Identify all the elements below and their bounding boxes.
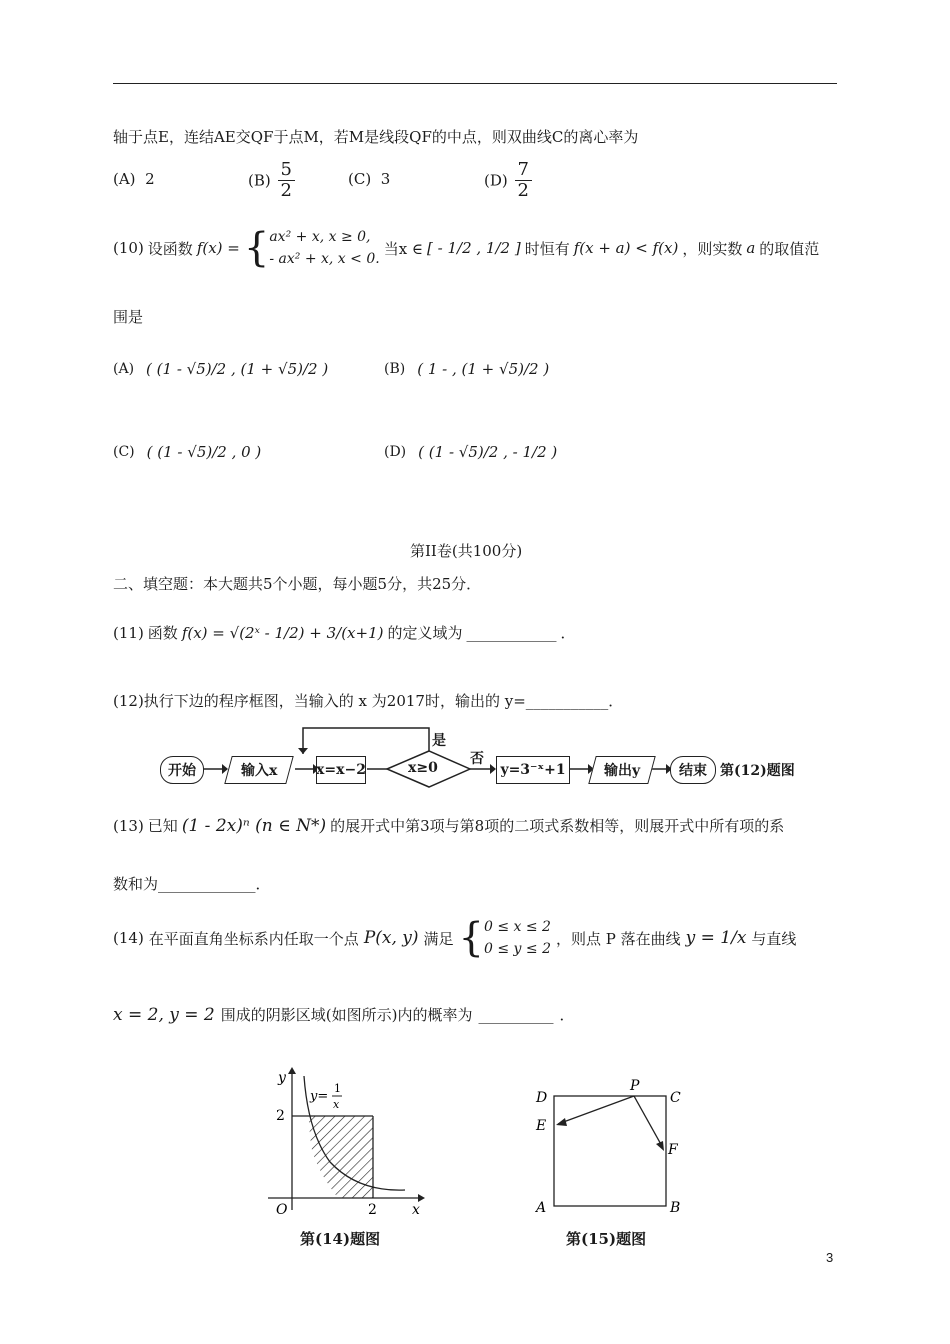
option-label: (A) (113, 170, 136, 188)
flow-caption: 第(12)题图 (720, 763, 795, 779)
arrowhead-icon (656, 1141, 664, 1151)
tick-y-label: 2 (276, 1108, 285, 1124)
point-p-label: P (630, 1078, 640, 1094)
stem-text: 数和为 (113, 875, 159, 893)
brace-icon: { (243, 225, 270, 271)
answer-blank[interactable]: _____________ (158, 875, 256, 893)
header-rule (113, 83, 837, 84)
condition-2: 0 ≤ y ≤ 2 (483, 941, 551, 957)
stem-text: ． (255, 875, 271, 893)
binomial-expr: (1 - 2x)ⁿ (n ∈ N*) (181, 815, 327, 836)
denominator: 2 (280, 180, 292, 201)
q10-stem-line2: 围是 (113, 308, 144, 326)
q10-option-b (384, 360, 549, 378)
stem-text: 已知 (147, 817, 178, 835)
option-value: 2 (145, 170, 155, 188)
vertex-a-label: A (536, 1200, 547, 1216)
option-label: (D) (384, 444, 407, 460)
question-number: (14) (113, 929, 144, 947)
flow-end: 结束 (670, 756, 716, 784)
question-number: (13) (113, 816, 144, 835)
part2-title: 第II卷(共100分) (410, 542, 523, 560)
q10-option-a (113, 360, 328, 378)
square-abcd (554, 1096, 666, 1206)
curve-label-denominator: x (333, 1098, 340, 1111)
q9-option-b (248, 160, 297, 201)
stem-text: ． (560, 624, 576, 642)
answer-blank[interactable]: ____________ (466, 623, 557, 642)
flow-output (588, 756, 656, 784)
stem-text: (12)执行下边的程序框图，当输入的 x 为2017时，输出的 y= (113, 692, 526, 710)
stem-text: 的定义域为 (387, 624, 463, 642)
flow-start: 开始 (160, 756, 204, 784)
option-label: (C) (348, 170, 372, 188)
flow-output-label: 输出y (603, 763, 641, 779)
piecewise-case-1: ax² + x, x ≥ 0, (269, 229, 371, 245)
condition-system (459, 916, 551, 960)
shaded-region (309, 1116, 373, 1198)
vertex-b-label: B (670, 1200, 681, 1216)
piecewise-case-2: - ax² + x, x < 0. (269, 251, 380, 267)
stem-text: 设函数 (147, 239, 193, 258)
figure-14 (260, 1062, 430, 1222)
loop-back-line (303, 728, 429, 754)
flow-condition: x≥0 (408, 760, 438, 776)
option-expr: ( 1 - , (1 + √5)/2 ) (417, 360, 550, 378)
figure-15-caption: 第(15)题图 (566, 1230, 647, 1248)
vertex-c-label: C (670, 1090, 681, 1106)
origin-label: O (276, 1202, 288, 1218)
arrowhead-icon (556, 1118, 567, 1126)
q13-stem-line2 (113, 873, 271, 894)
stem-text: 围成的阴影区域(如图所示)内的概率为 (220, 1006, 473, 1024)
stem-text: 时恒有 (524, 239, 570, 258)
stem-text: 的展开式中第3项与第8项的二项式系数相等，则展开式中所有项的系 (330, 817, 785, 835)
stem-text: ，则实数 (682, 239, 743, 258)
curve-expr: y = 1/x (685, 928, 747, 948)
stem-text: 在平面直角坐标系内任取一个点 (148, 929, 359, 948)
stem-text: 的取值范 (759, 239, 820, 258)
answer-blank[interactable]: ___________ (525, 692, 609, 710)
q13-stem (113, 815, 784, 836)
curve-label: y= (310, 1089, 329, 1104)
stem-text: 函数 (147, 624, 178, 642)
arrowhead-icon (288, 1067, 296, 1074)
section-heading: 二、填空题：本大题共5个小题，每小题5分，共25分． (113, 575, 482, 593)
interval-expr: [ - 1/2 , 1/2 ] (427, 239, 521, 257)
stem-text: ． (608, 692, 624, 710)
stem-text: 满足 (423, 929, 454, 948)
vertex-d-label: D (536, 1090, 548, 1106)
function-expr: f(x) = √(2ˣ - 1/2) + 3/(x+1) (181, 623, 384, 642)
numerator: 7 (515, 160, 532, 181)
q9-option-c (348, 170, 390, 188)
option-expr: ( (1 - √5)/2 , (1 + √5)/2 ) (146, 360, 329, 378)
question-number: (11) (113, 623, 144, 642)
figure-14-caption: 第(14)题图 (300, 1230, 381, 1248)
q10-stem (113, 226, 819, 270)
option-label: (B) (384, 361, 406, 377)
fraction (515, 160, 532, 201)
option-label: (C) (113, 444, 135, 460)
arrowhead-icon (418, 1194, 425, 1202)
fraction (278, 160, 295, 201)
flow-no-label: 否 (470, 751, 484, 767)
option-label: (D) (484, 171, 508, 190)
line-expr: x = 2, y = 2 (113, 1004, 215, 1025)
x-axis-label: x (412, 1202, 420, 1218)
flow-input (224, 756, 294, 784)
inequality-expr: f(x + a) < f(x) (573, 239, 679, 257)
numerator: 5 (278, 160, 295, 181)
q9-option-a (113, 170, 155, 188)
arrowhead-icon (298, 748, 308, 754)
variable: a (746, 239, 756, 257)
stem-text: ． (559, 1006, 575, 1024)
tick-x-label: 2 (368, 1202, 377, 1218)
curve-label-numerator: 1 (334, 1082, 341, 1095)
answer-blank[interactable]: __________ (478, 1005, 554, 1024)
point-expr: P(x, y) (363, 928, 419, 948)
option-expr: ( (1 - √5)/2 , 0 ) (146, 443, 262, 461)
brace-icon: { (458, 915, 484, 961)
q10-option-c (113, 443, 261, 461)
q10-option-d (384, 443, 557, 461)
q9-option-d (484, 160, 534, 201)
q12-stem (113, 690, 623, 711)
point-f-label: F (668, 1142, 678, 1158)
condition-1: 0 ≤ x ≤ 2 (483, 919, 551, 935)
stem-text: ，则点 P 落在曲线 (555, 929, 681, 948)
q9-continuation: 轴于点E，连结AE交QF于点M，若M是线段QF的中点，则双曲线C的离心率为 (113, 128, 639, 146)
piecewise (244, 226, 380, 270)
flow-assign: x=x−2 (316, 756, 366, 784)
flow-calc: y=3⁻ˣ+1 (496, 756, 570, 784)
arrow-p-to-e (558, 1096, 634, 1124)
option-label: (B) (248, 171, 271, 190)
point-e-label: E (536, 1118, 547, 1134)
q14-stem-line2 (113, 1004, 574, 1025)
q14-stem (113, 916, 796, 960)
option-label: (A) (113, 361, 135, 377)
flow-input-label: 输入x (240, 763, 278, 779)
arrow-p-to-f (634, 1096, 663, 1148)
stem-text: 与直线 (751, 929, 797, 948)
q11-stem (113, 622, 576, 643)
figure-15 (530, 1072, 690, 1222)
stem-text: 当x ∈ (383, 239, 424, 258)
page-number: 3 (826, 1250, 834, 1265)
option-value: 3 (380, 170, 391, 188)
y-axis-label: y (278, 1070, 286, 1086)
function-expr: f(x) = (196, 239, 240, 257)
option-expr: ( (1 - √5)/2 , - 1/2 ) (418, 443, 558, 461)
denominator: 2 (517, 180, 529, 201)
flow-yes-label: 是 (432, 733, 446, 749)
question-number: (10) (113, 239, 144, 257)
